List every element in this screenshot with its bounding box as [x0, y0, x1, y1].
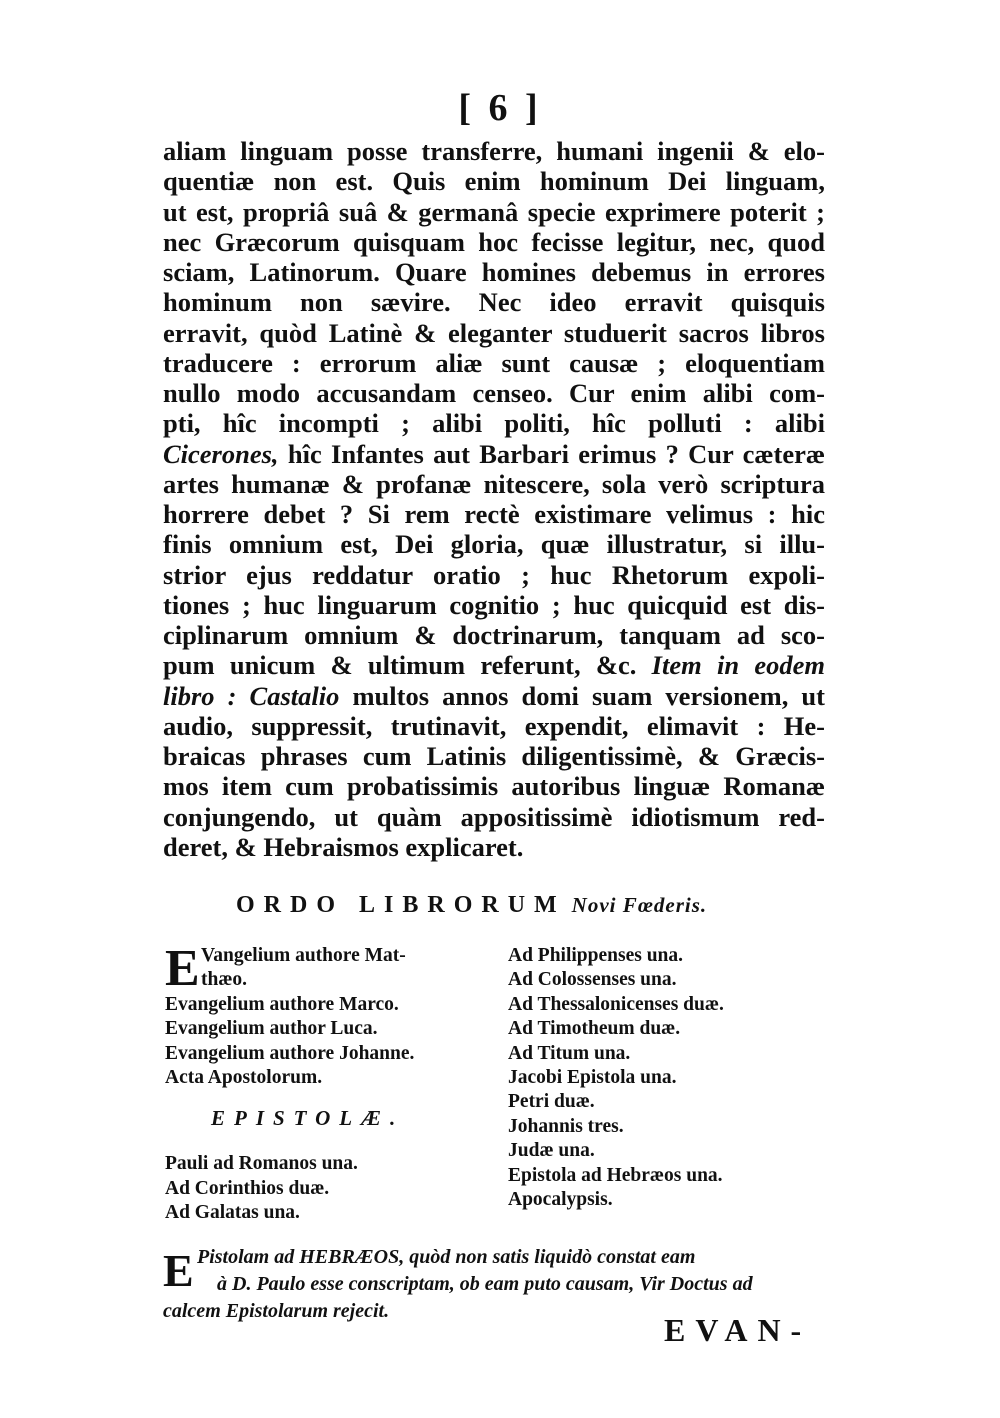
text-line: audio, suppressit, trutinavit, expendit, elimavit : He- [163, 710, 825, 741]
text-line [163, 439, 825, 469]
text-line: sciam, Latinorum. Quare homines debemus in errores [163, 257, 825, 287]
text-line: traducere : errorum aliæ sunt causæ ; eloquentiam [163, 347, 825, 378]
list-item: Judæ una. [508, 1140, 595, 1162]
text-line: erravit, quòd Latinè & eleganter studuerit sacros libros [163, 317, 825, 348]
text-line: horrere debet ? Si rem rectè existimare velimus : hic [163, 499, 825, 529]
footnote-line: Pistolam ad HEBRÆOS, quòd non satis liquidò constat eam [197, 1246, 696, 1268]
text-line: nullo modo accusandam censeo. Cur enim alibi com- [163, 378, 825, 408]
books-left-column [165, 940, 475, 1226]
list-item: Pauli ad Romanos una. [165, 1153, 358, 1175]
drop-cap: E [163, 1245, 194, 1296]
text-line [163, 681, 825, 711]
text-line: ut est, propriâ suâ & germanâ specie exprimere poterit ; [163, 196, 825, 227]
line-rest: multos annos domi suam versionem, ut [339, 680, 825, 711]
list-item: Evangelium author Luca. [165, 1018, 378, 1040]
line-rest: pum unicum & ultimum referunt, &c. [163, 650, 652, 681]
text-line: hominum non sævire. Nec ideo erravit quisquis [163, 287, 825, 318]
text-line: mos item cum probatissimis autoribus linguæ Romanæ [163, 771, 825, 802]
list-item: Ad Philippenses una. [508, 945, 684, 966]
text-line: aliam linguam posse transferre, humani ingenii & elo- [163, 136, 825, 166]
list-item: Evangelium authore Marco. [165, 993, 399, 1015]
books-right-column [508, 944, 798, 1212]
footnote-line: calcem Epistolarum rejecit. [163, 1300, 390, 1322]
text-line: nec Græcorum quisquam hoc fecisse legitur, nec, quod [163, 226, 825, 257]
list-item: Ad Colossenses una. [508, 969, 677, 991]
ordo-librorum-heading [236, 892, 796, 919]
main-text-block [163, 136, 825, 862]
list-item: Ad Corinthios duæ. [165, 1177, 330, 1199]
text-line: pti, hîc incompti ; alibi politi, hîc polluti : alibi [163, 408, 825, 439]
text-line: finis omnium est, Dei gloria, quæ illustratur, si illu- [163, 529, 825, 560]
text-line: ciplinarum omnium & doctrinarum, tanquam ad sco- [163, 620, 825, 650]
text-line [163, 650, 825, 680]
list-item: Ad Galatas una. [165, 1202, 300, 1224]
first-book-entry [165, 940, 475, 997]
text-line: conjungendo, ut quàm appositissimè idiotismum red- [163, 801, 825, 832]
list-item: Petri duæ. [508, 1091, 595, 1113]
text-line: deret, & Hebraismos explicaret. [163, 831, 524, 862]
list-item: Acta Apostolorum. [165, 1066, 323, 1088]
text-line: braicas phrases cum Latinis diligentissimè, & Græcis- [163, 741, 825, 771]
ordo-title: ORDO LIBRORUM [236, 892, 566, 918]
list-item: Evangelium authore Johanne. [165, 1042, 415, 1064]
list-item: Ad Titum una. [508, 1042, 631, 1064]
list-item: Johannis tres. [508, 1115, 624, 1137]
list-item: Ad Timotheum duæ. [508, 1018, 681, 1040]
page-number: [ 6 ] [458, 87, 542, 129]
text-line: artes humanæ & profanæ nitescere, sola verò scriptura [163, 468, 825, 499]
text-line: quentiæ non est. Quis enim hominum Dei linguam, [163, 166, 825, 197]
line-rest: hîc Infantes aut Barbari erimus ? Cur cæteræ [278, 438, 825, 469]
catchword: EVAN- [664, 1312, 812, 1348]
list-item: thæo. [201, 969, 248, 991]
drop-cap: E [165, 940, 200, 997]
italic-phrase: Item in eodem [651, 650, 825, 681]
italic-phrase: libro : Castalio [163, 680, 340, 711]
list-item: Vangelium authore Mat- [201, 945, 406, 966]
text-line: tiones ; huc linguarum cognitio ; huc quicquid est dis- [163, 589, 825, 620]
epistolae-heading: EPISTOLÆ. [211, 1106, 405, 1131]
list-item: Epistola ad Hebræos una. [508, 1164, 723, 1186]
list-item: Jacobi Epistola una. [508, 1066, 677, 1088]
list-item: Apocalypsis. [508, 1188, 613, 1210]
text-line: strior ejus reddatur oratio ; huc Rhetorum expoli- [163, 559, 825, 590]
ordo-subtitle: Novi Fœderis. [571, 893, 708, 917]
list-item: Ad Thessalonicenses duæ. [508, 993, 724, 1015]
italic-phrase: Cicerones, [163, 438, 279, 469]
footnote-line: à D. Paulo esse conscriptam, ob eam puto causam, Vir Doctus ad [217, 1273, 753, 1295]
